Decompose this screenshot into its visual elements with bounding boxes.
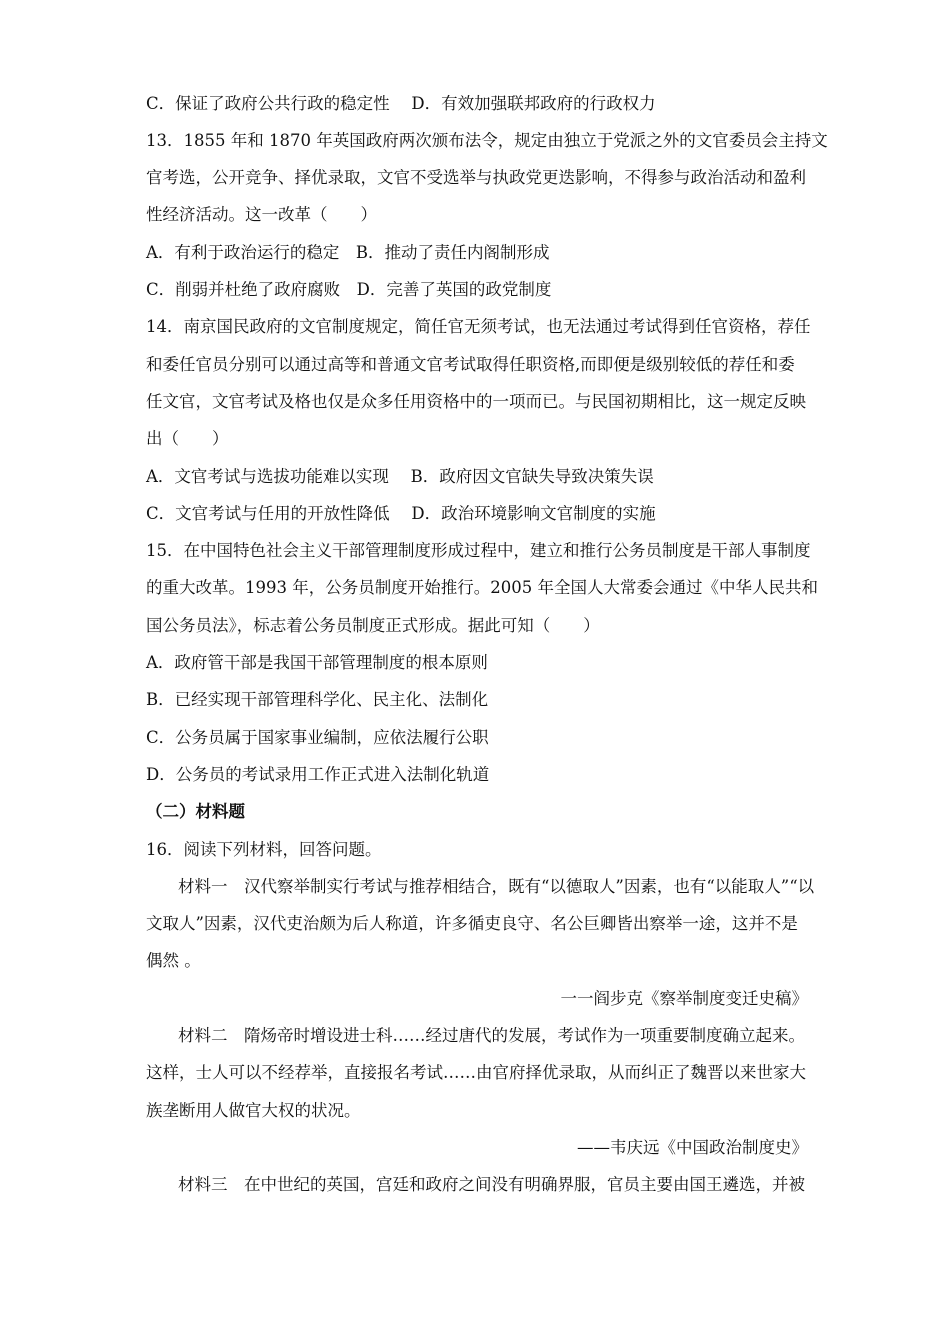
material-2-line1: 材料二 隋炀帝时增设进士科……经过唐代的发展，考试作为一项重要制度确立起来。 — [178, 1026, 805, 1045]
material-3-line1: 材料三 在中世纪的英国，宫廷和政府之间没有明确界服，官员主要由国王遴选，并被 — [178, 1175, 805, 1194]
q14-options-cd: C．文官考试与任用的开放性降低 D．政治环境影响文官制度的实施 — [146, 504, 656, 523]
material-1-line1: 材料一 汉代察举制实行考试与推荐相结合，既有“以德取人”因素，也有“以能取人”“以 — [178, 877, 815, 896]
material-2-source: ——韦庆远《中国政治制度史》 — [577, 1138, 808, 1157]
q13-options-ab: A．有利于政治运行的稳定 B．推动了责任内阁制形成 — [146, 243, 550, 262]
q15-option-a: A．政府管干部是我国干部管理制度的根本原则 — [146, 653, 488, 672]
q14-stem-line1: 14．南京国民政府的文官制度规定，简任官无须考试，也无法通过考试得到任官资格，荐任 — [146, 317, 811, 336]
q15-option-b: B．已经实现干部管理科学化、民主化、法制化 — [146, 690, 489, 709]
material-1-line3: 偶然 。 — [146, 951, 201, 970]
q15-stem-line3: 国公务员法》，标志着公务员制度正式形成。据此可知（ ） — [146, 616, 600, 635]
material-1-line2: 文取人”因素，汉代吏治颇为后人称道，许多循吏良守、名公巨卿皆出察举一途，这并不是 — [146, 914, 798, 933]
material-1-source: 一一阎步克《察举制度变迁史稿》 — [560, 989, 808, 1008]
q15-stem-line1: 15．在中国特色社会主义干部管理制度形成过程中，建立和推行公务员制度是干部人事制度 — [146, 541, 811, 560]
q14-stem-line2: 和委任官员分别可以通过高等和普通文官考试取得任职资格,而即便是级别较低的荐任和委 — [146, 355, 795, 374]
q13-stem-line1: 13．1855 年和 1870 年英国政府两次颁布法令，规定由独立于党派之外的文官委员会主持文 — [146, 131, 828, 150]
q12-options-cd: C．保证了政府公共行政的稳定性 D．有效加强联邦政府的行政权力 — [146, 94, 656, 113]
q13-stem-line3: 性经济活动。这一改革（ ） — [146, 205, 377, 224]
section-heading: （二）材料题 — [146, 802, 245, 821]
material-2-line3: 族垄断用人做官大权的状况。 — [146, 1101, 361, 1120]
material-2-line2: 这样，士人可以不经荐举，直接报名考试……由官府择优录取，从而纠正了魏晋以来世家大 — [146, 1063, 806, 1082]
q16-stem: 16．阅读下列材料，回答问题。 — [146, 840, 382, 859]
q13-stem-line2: 官考选，公开竞争、择优录取，文官不受选举与执政党更迭影响，不得参与政治活动和盈利 — [146, 168, 806, 187]
q13-options-cd: C．削弱并杜绝了政府腐败 D．完善了英国的政党制度 — [146, 280, 552, 299]
q14-options-ab: A．文官考试与选拔功能难以实现 B．政府因文官缺失导致决策失误 — [146, 467, 654, 486]
q15-option-c: C．公务员属于国家事业编制，应依法履行公职 — [146, 728, 489, 747]
q15-option-d: D．公务员的考试录用工作正式进入法制化轨道 — [146, 765, 490, 784]
q14-stem-line4: 出（ ） — [146, 429, 229, 448]
q15-stem-line2: 的重大改革。1993 年，公务员制度开始推行。2005 年全国人大常委会通过《中华人民共和 — [146, 578, 818, 597]
q14-stem-line3: 任文官，文官考试及格也仅是众多任用资格中的一项而已。与民国初期相比，这一规定反映 — [146, 392, 806, 411]
